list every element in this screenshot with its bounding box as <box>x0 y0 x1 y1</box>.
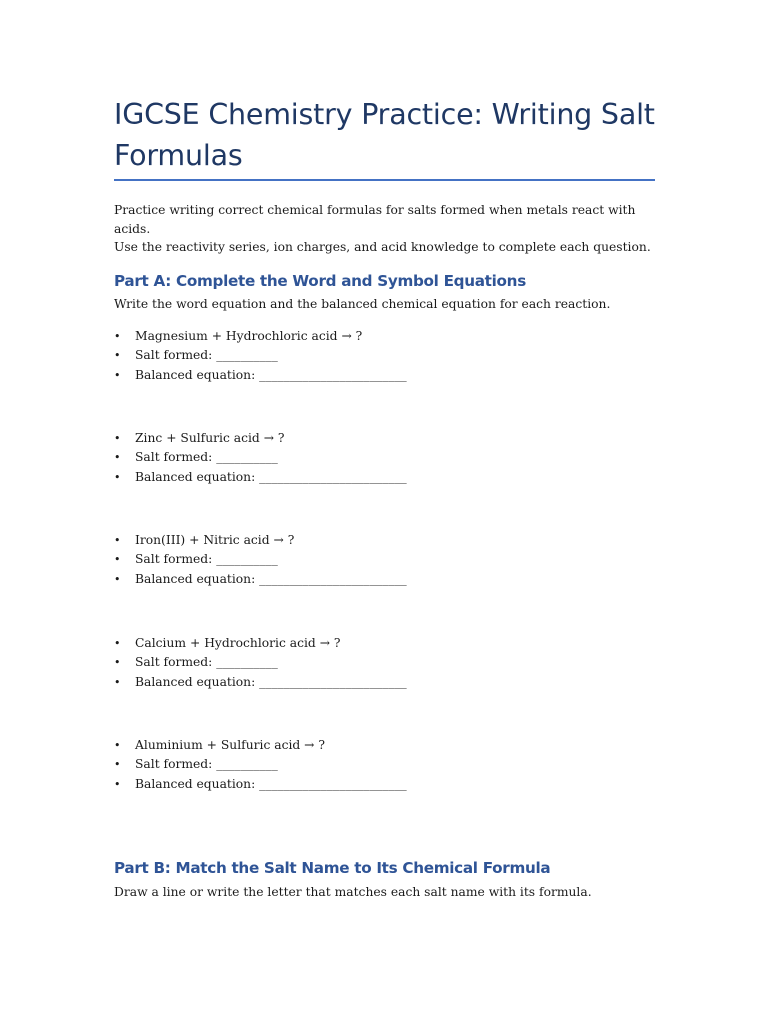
intro-line: Use the reactivity series, ion charges, and acid knowledge to complete each question. <box>114 240 651 254</box>
question-reaction <box>114 634 407 653</box>
question-salt-formed <box>114 448 407 467</box>
balanced-equation-blank: Balanced equation: ________________________ <box>135 571 407 586</box>
part-b-instruction: Draw a line or write the letter that matches each salt name with its formula. <box>114 885 592 899</box>
bullet-icon: • <box>114 572 121 586</box>
bullet-icon: • <box>114 470 121 484</box>
question-group-4 <box>114 634 407 692</box>
bullet-icon: • <box>114 349 121 363</box>
salt-formed-blank: Salt formed: __________ <box>135 655 278 670</box>
balanced-equation-blank: Balanced equation: ________________________ <box>135 776 407 791</box>
question-reaction <box>114 327 407 346</box>
question-group-1 <box>114 327 407 385</box>
bullet-icon: • <box>114 777 121 791</box>
question-balanced-equation <box>114 673 407 692</box>
question-salt-formed <box>114 550 407 569</box>
bullet-icon: • <box>114 330 121 343</box>
bullet-icon: • <box>114 758 121 772</box>
balanced-equation-blank: Balanced equation: ________________________ <box>135 469 407 484</box>
reaction-text: Calcium + Hydrochloric acid → ? <box>135 636 341 650</box>
salt-formed-blank: Salt formed: __________ <box>135 757 278 772</box>
salt-formed-blank: Salt formed: __________ <box>135 552 278 567</box>
intro-line: Practice writing correct chemical formulas for salts formed when metals react with acids. <box>114 203 636 236</box>
question-group-5 <box>114 736 407 794</box>
title-underline <box>114 179 655 181</box>
question-salt-formed <box>114 346 407 365</box>
bullet-icon: • <box>114 637 121 650</box>
question-group-2 <box>114 429 407 487</box>
bullet-icon: • <box>114 368 121 382</box>
reaction-text: Zinc + Sulfuric acid → ? <box>135 431 285 445</box>
salt-formed-blank: Salt formed: __________ <box>135 348 278 363</box>
part-a-heading: Part A: Complete the Word and Symbol Equations <box>114 272 526 290</box>
reaction-text: Iron(III) + Nitric acid → ? <box>135 533 295 547</box>
page-title: IGCSE Chemistry Practice: Writing Salt Formulas <box>114 98 655 172</box>
question-salt-formed <box>114 653 407 672</box>
question-balanced-equation <box>114 366 407 385</box>
balanced-equation-blank: Balanced equation: ________________________ <box>135 367 407 382</box>
balanced-equation-blank: Balanced equation: ________________________ <box>135 674 407 689</box>
bullet-icon: • <box>114 675 121 689</box>
question-balanced-equation <box>114 570 407 589</box>
salt-formed-blank: Salt formed: __________ <box>135 450 278 465</box>
question-salt-formed <box>114 755 407 774</box>
question-reaction <box>114 531 407 550</box>
question-group-3 <box>114 531 407 589</box>
part-b-heading: Part B: Match the Salt Name to Its Chemical Formula <box>114 859 551 877</box>
part-a-instruction: Write the word equation and the balanced chemical equation for each reaction. <box>114 297 611 311</box>
question-reaction <box>114 429 407 448</box>
bullet-icon: • <box>114 656 121 670</box>
question-balanced-equation <box>114 468 407 487</box>
bullet-icon: • <box>114 534 121 547</box>
question-reaction <box>114 736 407 755</box>
bullet-icon: • <box>114 739 121 752</box>
question-balanced-equation <box>114 775 407 794</box>
reaction-text: Magnesium + Hydrochloric acid → ? <box>135 329 363 343</box>
reaction-text: Aluminium + Sulfuric acid → ? <box>135 738 325 752</box>
bullet-icon: • <box>114 553 121 567</box>
bullet-icon: • <box>114 432 121 445</box>
bullet-icon: • <box>114 451 121 465</box>
intro-paragraph <box>114 201 656 257</box>
